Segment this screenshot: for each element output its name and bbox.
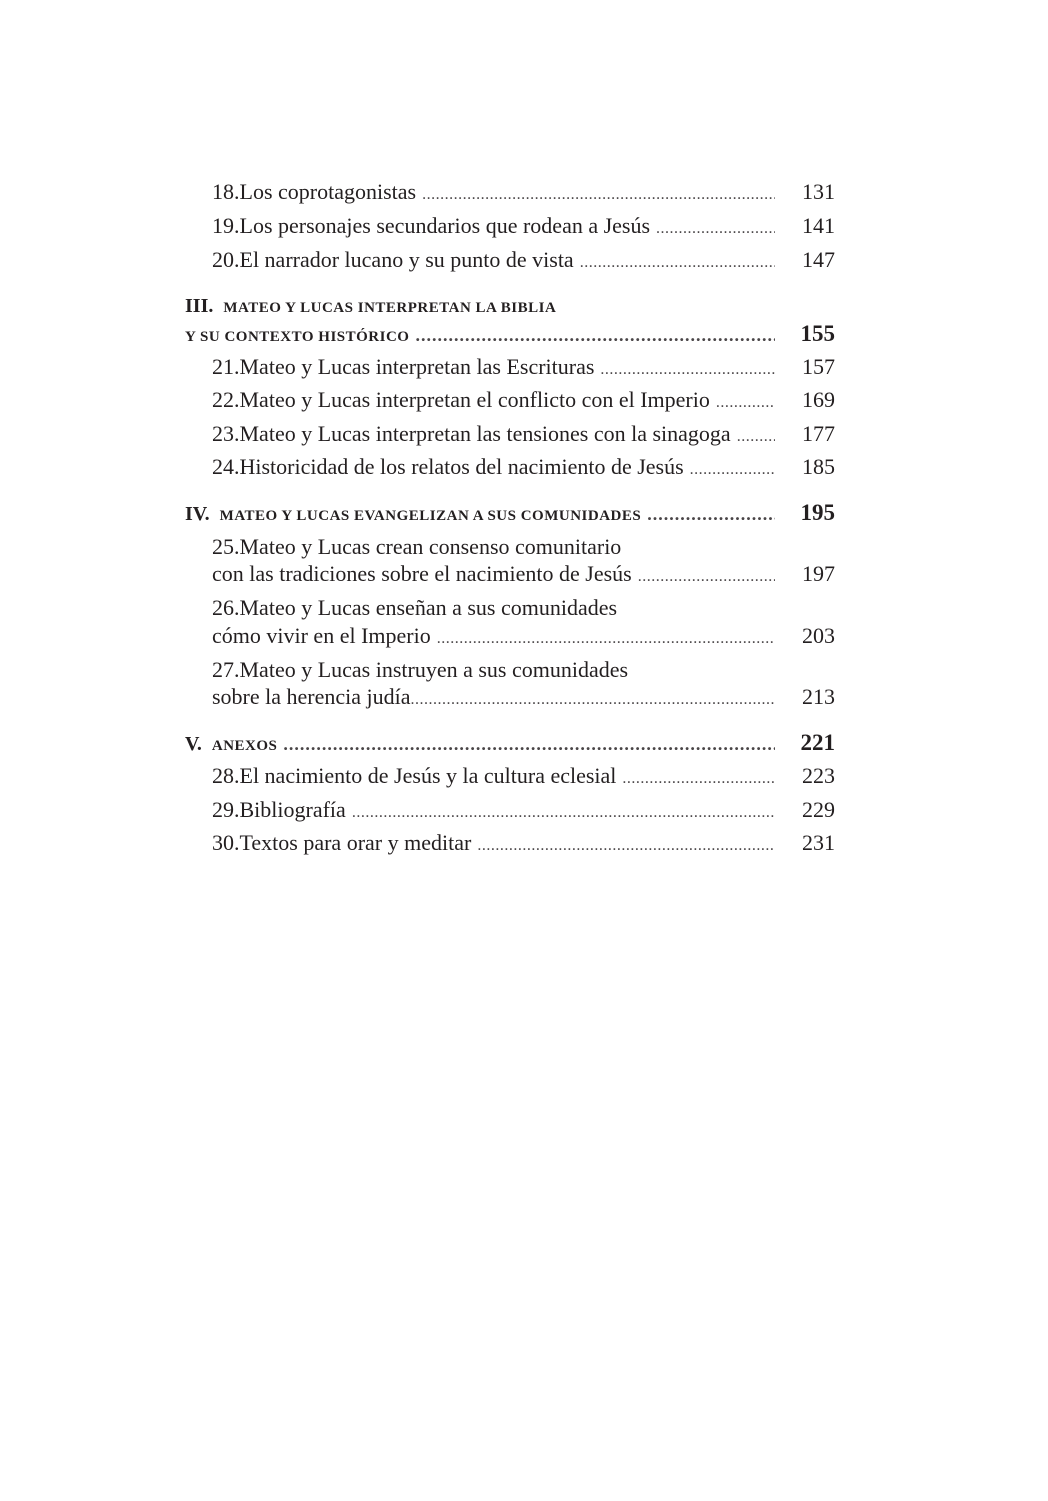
toc-entry-continued: [212, 620, 775, 652]
page-number: 223: [802, 763, 835, 788]
page-number: 229: [802, 797, 835, 822]
entry-number: 19.: [212, 213, 240, 238]
entry-number: 29.: [212, 797, 240, 822]
entry-title-line2: cómo vivir en el Imperio: [212, 623, 431, 648]
entry-title: Historicidad de los relatos del nacimiento de Jesús: [239, 454, 684, 479]
dot-leader: [580, 244, 775, 279]
section-title: ANEXOS: [211, 738, 278, 754]
page-number: 141: [802, 213, 835, 238]
toc-entry: [212, 176, 775, 208]
section-title-line2: Y SU CONTEXTO HISTÓRICO: [185, 329, 410, 345]
entry-title: Mateo y Lucas interpretan el conflicto con el Imperio: [239, 387, 710, 412]
entry-title: Bibliografía: [239, 797, 346, 822]
entry-title: Los coprotagonistas: [239, 179, 417, 204]
entry-title-line2: con las tradiciones sobre el nacimiento de Jesús: [212, 561, 632, 586]
entry-number: 30.: [212, 830, 240, 855]
dot-leader: [716, 384, 775, 419]
entry-number: 18.: [212, 179, 240, 204]
section-heading: [185, 727, 775, 759]
dot-leader: [352, 794, 775, 829]
dot-leader: [656, 210, 775, 245]
toc-entry-continued: [212, 681, 775, 713]
entry-number: 25.: [212, 534, 240, 559]
toc-entry: [212, 827, 775, 859]
entry-title: Mateo y Lucas interpretan las Escrituras: [239, 354, 595, 379]
dot-leader: [411, 681, 775, 716]
dot-leader: [647, 497, 775, 530]
section-number: V.: [185, 733, 202, 755]
page-number: 177: [802, 421, 835, 446]
page-number: 197: [802, 561, 835, 586]
entry-number: 20.: [212, 247, 240, 272]
entry-title: Mateo y Lucas enseñan a sus comunidades: [239, 595, 618, 620]
section-title: MATEO Y LUCAS INTERPRETAN LA BIBLIA: [223, 300, 557, 316]
page-number: 169: [802, 387, 835, 412]
entry-title: El narrador lucano y su punto de vista: [239, 247, 574, 272]
entry-number: 26.: [212, 595, 240, 620]
entry-title-line2: sobre la herencia judía: [212, 684, 411, 709]
section-number: III.: [185, 295, 214, 317]
page-number: 155: [800, 321, 835, 346]
toc-entry: [212, 244, 775, 276]
toc-entry: [212, 351, 775, 383]
page-number: 147: [802, 247, 835, 272]
entry-number: 28.: [212, 763, 240, 788]
dot-leader: [437, 620, 775, 655]
section-heading-continued: [185, 318, 775, 350]
dot-leader: [422, 176, 775, 211]
section-number: IV.: [185, 503, 210, 525]
page-number: 213: [802, 684, 835, 709]
toc-entry-continued: [212, 558, 775, 590]
section-heading: [185, 497, 775, 529]
toc-entry: [212, 760, 775, 792]
page-number: 131: [802, 179, 835, 204]
entry-title: El nacimiento de Jesús y la cultura eclesial: [239, 763, 617, 788]
entry-number: 21.: [212, 354, 240, 379]
page-number: 185: [802, 454, 835, 479]
dot-leader: [638, 558, 775, 593]
toc-entry: [212, 384, 775, 416]
page-number: 195: [800, 500, 835, 525]
entry-title: Los personajes secundarios que rodean a Jesús: [239, 213, 651, 238]
dot-leader: [622, 760, 775, 795]
page-number: 231: [802, 830, 835, 855]
entry-number: 23.: [212, 421, 240, 446]
entry-number: 22.: [212, 387, 240, 412]
dot-leader: [600, 351, 775, 386]
toc-entry: [212, 794, 775, 826]
entry-number: 27.: [212, 657, 240, 682]
entry-title: Textos para orar y meditar: [239, 830, 472, 855]
dot-leader: [690, 451, 775, 486]
dot-leader: [477, 827, 775, 862]
page-number: 157: [802, 354, 835, 379]
dot-leader: [737, 418, 775, 453]
dot-leader: [283, 727, 775, 760]
entry-title: Mateo y Lucas interpretan las tensiones con la sinagoga: [239, 421, 731, 446]
dot-leader: [415, 318, 775, 351]
toc-entry: [212, 418, 775, 450]
page-number: 221: [800, 730, 835, 755]
toc-entry: [212, 451, 775, 483]
toc-entry: [212, 210, 775, 242]
section-title: MATEO Y LUCAS EVANGELIZAN A SUS COMUNIDADES: [219, 508, 642, 524]
entry-number: 24.: [212, 454, 240, 479]
entry-title: Mateo y Lucas instruyen a sus comunidades: [239, 657, 629, 682]
entry-title: Mateo y Lucas crean consenso comunitario: [239, 534, 622, 559]
page-number: 203: [802, 623, 835, 648]
